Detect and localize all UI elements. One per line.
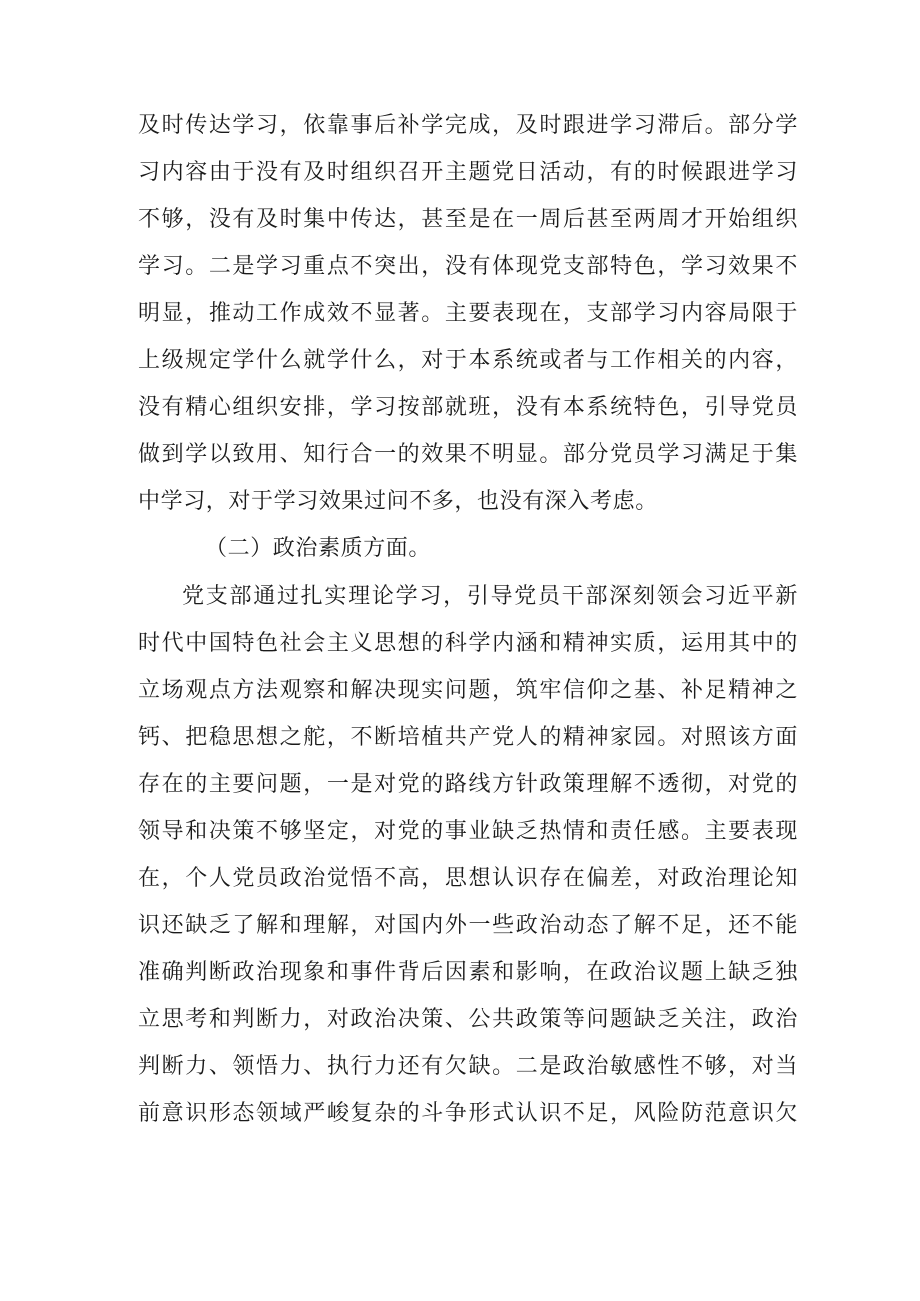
body-text-line: 不够，没有及时集中传达，甚至是在一周后甚至两周才开始组织 <box>138 207 798 232</box>
body-text-line: 存在的主要问题，一是对党的路线方针政策理解不透彻，对党的 <box>138 772 798 797</box>
body-text-line: 党支部通过扎实理论学习，引导党员干部深刻领会习近平新 <box>182 584 798 609</box>
body-text-line: 在，个人党员政治觉悟不高，思想认识存在偏差，对政治理论知 <box>138 866 798 891</box>
body-text-line: 没有精心组织安排，学习按部就班，没有本系统特色，引导党员 <box>138 395 798 420</box>
body-text-line: 识还缺乏了解和理解，对国内外一些政治动态了解不足，还不能 <box>138 913 798 938</box>
body-text-line: 及时传达学习，依靠事后补学完成，及时跟进学习滞后。部分学 <box>138 113 798 138</box>
body-text-line: 时代中国特色社会主义思想的科学内涵和精神实质，运用其中的 <box>138 631 798 656</box>
body-text-line: 学习。二是学习重点不突出，没有体现党支部特色，学习效果不 <box>138 254 798 279</box>
body-text-line: 上级规定学什么就学什么，对于本系统或者与工作相关的内容， <box>138 348 798 373</box>
body-text-line: 判断力、领悟力、执行力还有欠缺。二是政治敏感性不够，对当 <box>138 1054 798 1079</box>
body-text-line: 明显，推动工作成效不显著。主要表现在，支部学习内容局限于 <box>138 301 798 326</box>
body-text-line: 做到学以致用、知行合一的效果不明显。部分党员学习满足于集 <box>138 442 798 467</box>
body-text-line: 立场观点方法观察和解决现实问题，筑牢信仰之基、补足精神之 <box>138 678 798 703</box>
body-text-line: 中学习，对于学习效果过问不多，也没有深入考虑。 <box>138 489 658 514</box>
body-text-line: 钙、把稳思想之舵，不断培植共产党人的精神家园。对照该方面 <box>138 725 798 750</box>
body-text-line: 领导和决策不够坚定，对党的事业缺乏热情和责任感。主要表现 <box>138 819 798 844</box>
body-text-line: 准确判断政治现象和事件背后因素和影响，在政治议题上缺乏独 <box>138 960 798 985</box>
body-text-line: 习内容由于没有及时组织召开主题党日活动，有的时候跟进学习 <box>138 160 798 185</box>
section-heading: （二）政治素质方面。 <box>205 536 432 561</box>
body-text-line: 立思考和判断力，对政治决策、公共政策等问题缺乏关注，政治 <box>138 1007 798 1032</box>
body-text-line: 前意识形态领域严峻复杂的斗争形式认识不足，风险防范意识欠 <box>138 1101 798 1126</box>
